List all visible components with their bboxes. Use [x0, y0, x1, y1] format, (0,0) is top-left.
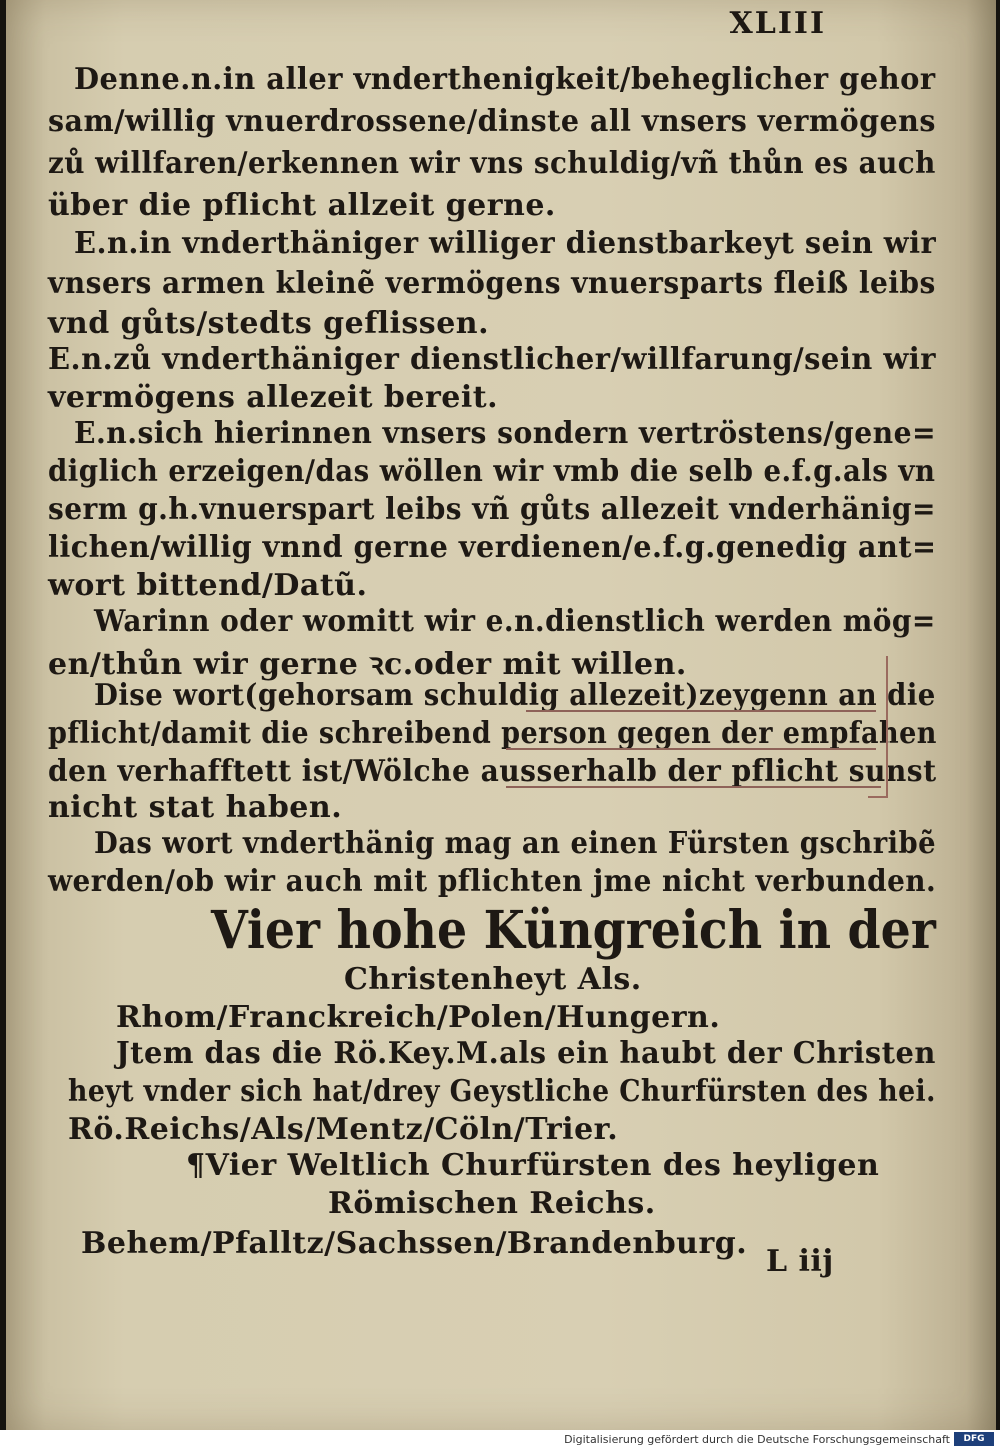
text-line: Warinn oder womitt wir e.n.dienstlich werden mög= [94, 604, 936, 639]
text-line: en/thůn wir gerne ꝛc.oder mit willen. [48, 647, 687, 682]
margin-bracket [868, 656, 888, 798]
text-line: Rhom/Franckreich/Polen/Hungern. [116, 1000, 721, 1035]
section-subheading: Christenheyt Als. [344, 962, 642, 997]
text-line: Jtem das die Rö.Key.M.als ein haubt der Christen [116, 1036, 936, 1071]
text-line: sam/willig vnuerdrossene/dinste all vnsers vermögens [48, 104, 936, 139]
digitization-footer [0, 1430, 1000, 1448]
text-line: wort bittend/Datũ. [48, 568, 368, 603]
text-line: E.n.zů vnderthäniger dienstlicher/willfarung/sein wir [48, 342, 937, 377]
book-page [6, 0, 996, 1430]
text-line: ¶Vier Weltlich Churfürsten des heyligen [186, 1148, 880, 1183]
section-heading: Vier hohe Küngreich in der [211, 900, 936, 961]
ink-underline [506, 748, 876, 750]
text-line: werden/ob wir auch mit pflichten jme nicht verbunden. [48, 864, 937, 899]
text-line: über die pflicht allzeit gerne. [48, 188, 556, 223]
ink-underline [506, 786, 881, 788]
text-line: E.n.in vnderthäniger williger dienstbarkeyt sein wir [74, 226, 937, 261]
text-line: E.n.sich hierinnen vnsers sondern vertröstens/gene= [74, 416, 937, 451]
text-line: lichen/willig vnnd gerne verdienen/e.f.g.genedig ant= [48, 530, 937, 565]
footer-credit: Digitalisierung gefördert durch die Deutsche Forschungsgemeinschaft [564, 1433, 950, 1446]
text-block [6, 0, 996, 1430]
text-line: nicht stat haben. [48, 790, 343, 825]
text-line: vnd gůts/stedts geflissen. [48, 306, 490, 341]
text-line: den verhafftett ist/Wölche ausserhalb der pflicht sunst [48, 754, 937, 789]
text-line: pflicht/damit die schreibend person gegen der empfahen [48, 716, 937, 751]
text-line: Römischen Reichs. [328, 1186, 656, 1221]
text-line: zů willfaren/erkennen wir vns schuldig/vñ thůn es auch [48, 146, 936, 181]
text-line: Behem/Pfalltz/Sachssen/Brandenburg. [81, 1226, 748, 1261]
text-line: Rö.Reichs/Als/Mentz/Cöln/Trier. [68, 1112, 619, 1147]
text-line: Dise wort(gehorsam schuldig allezeit)zeygenn an die [94, 678, 936, 713]
dfg-logo: DFG [954, 1432, 994, 1446]
text-line: heyt vnder sich hat/drey Geystliche Churfürsten des hei. [68, 1074, 936, 1109]
text-line: Das wort vnderthänig mag an einen Fürsten gschribẽ [94, 826, 936, 861]
ink-underline [526, 710, 876, 712]
text-line: vermögens allezeit bereit. [48, 380, 499, 415]
text-line: vnsers armen kleinẽ vermögens vnuersparts fleiß leibs [48, 266, 936, 301]
text-line: diglich erzeigen/das wöllen wir vmb die selb e.f.g.als vn [48, 454, 936, 489]
folio-number: XLIII [729, 6, 826, 41]
text-line: serm g.h.vnuerspart leibs vñ gůts allezeit vnderhänig= [48, 492, 936, 527]
signature-mark: L iij [766, 1244, 834, 1279]
text-line: Denne.n.in aller vnderthenigkeit/beheglicher gehor [74, 62, 936, 97]
